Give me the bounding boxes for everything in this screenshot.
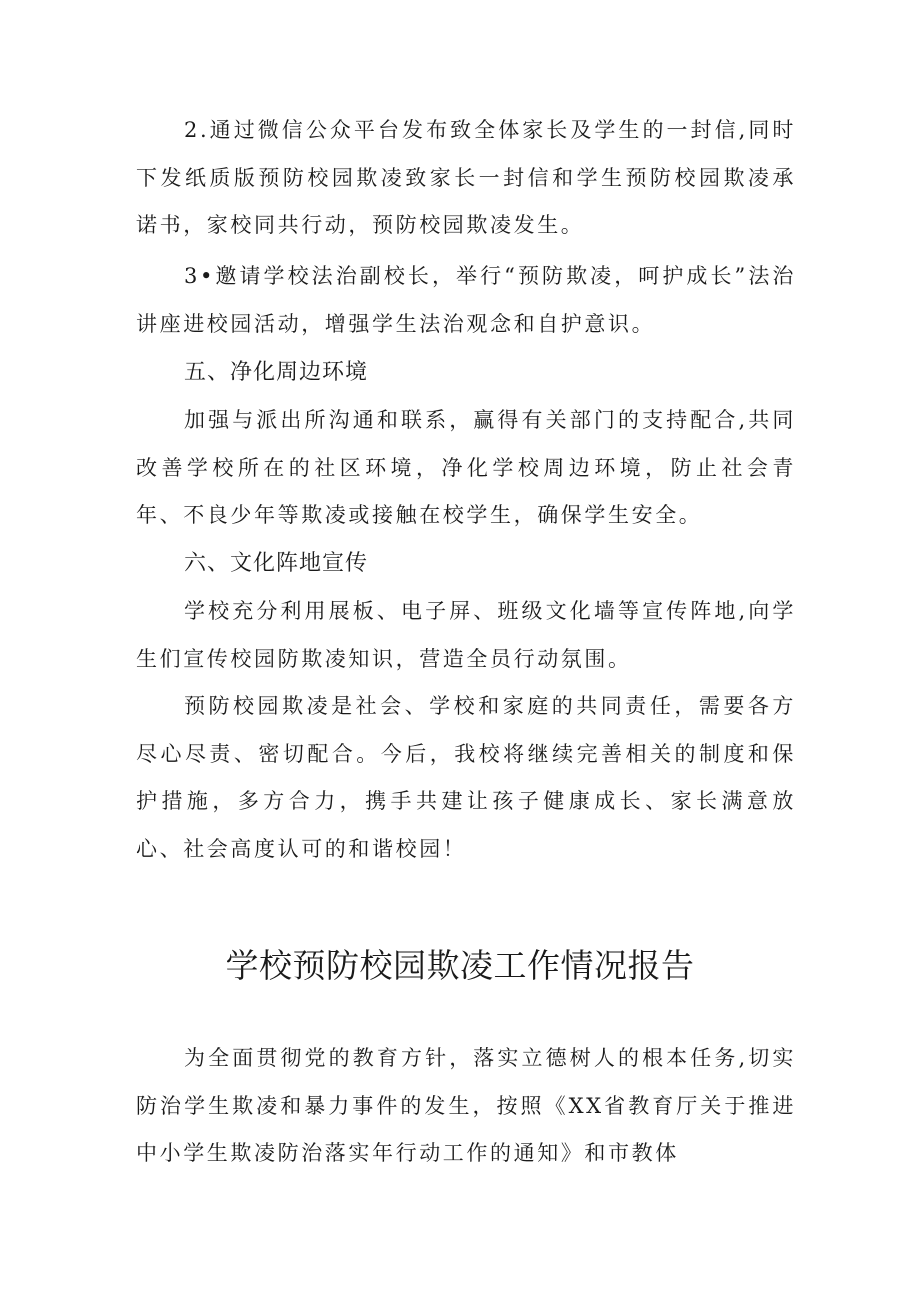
section-heading-6: 六、文化阵地宣传 <box>184 551 369 576</box>
paragraph-section-5: 加强与派出所沟通和联系，赢得有关部门的支持配合,共同改善学校所在的社区环境，净化学校周边环境，防止社会青年、不良少年等欺凌或接触在校学生，确保学生安全。 <box>136 408 796 527</box>
report-title: 学校预防校园欺凌工作情况报告 <box>225 946 695 985</box>
section-heading-5: 五、净化周边环境 <box>184 360 369 385</box>
paragraph-conclusion: 预防校园欺凌是社会、学校和家庭的共同责任，需要各方尽心尽责、密切配合。今后，我校将继续完善相关的制度和保护措施，多方合力，携手共建让孩子健康成长、家长满意放心、社会高度认可的和谐校园！ <box>136 694 796 861</box>
paragraph-report-intro: 为全面贯彻党的教育方针，落实立德树人的根本任务,切实防治学生欺凌和暴力事件的发生，按照《XX省教育厅关于推进中小学生欺凌防治落实年行动工作的通知》和市教体 <box>136 1046 796 1165</box>
paragraph-item-2: 2.通过微信公众平台发布致全体家长及学生的一封信,同时下发纸质版预防校园欺凌致家长一封信和学生预防校园欺凌承诺书，家校同共行动，预防校园欺凌发生。 <box>136 118 796 237</box>
paragraph-item-3: 3•邀请学校法治副校长，举行“预防欺凌，呵护成长”法治讲座进校园活动，增强学生法治观念和自护意识。 <box>136 264 796 336</box>
paragraph-section-6: 学校充分利用展板、电子屏、班级文化墙等宣传阵地,向学生们宣传校园防欺凌知识，营造全员行动氛围。 <box>136 599 796 671</box>
